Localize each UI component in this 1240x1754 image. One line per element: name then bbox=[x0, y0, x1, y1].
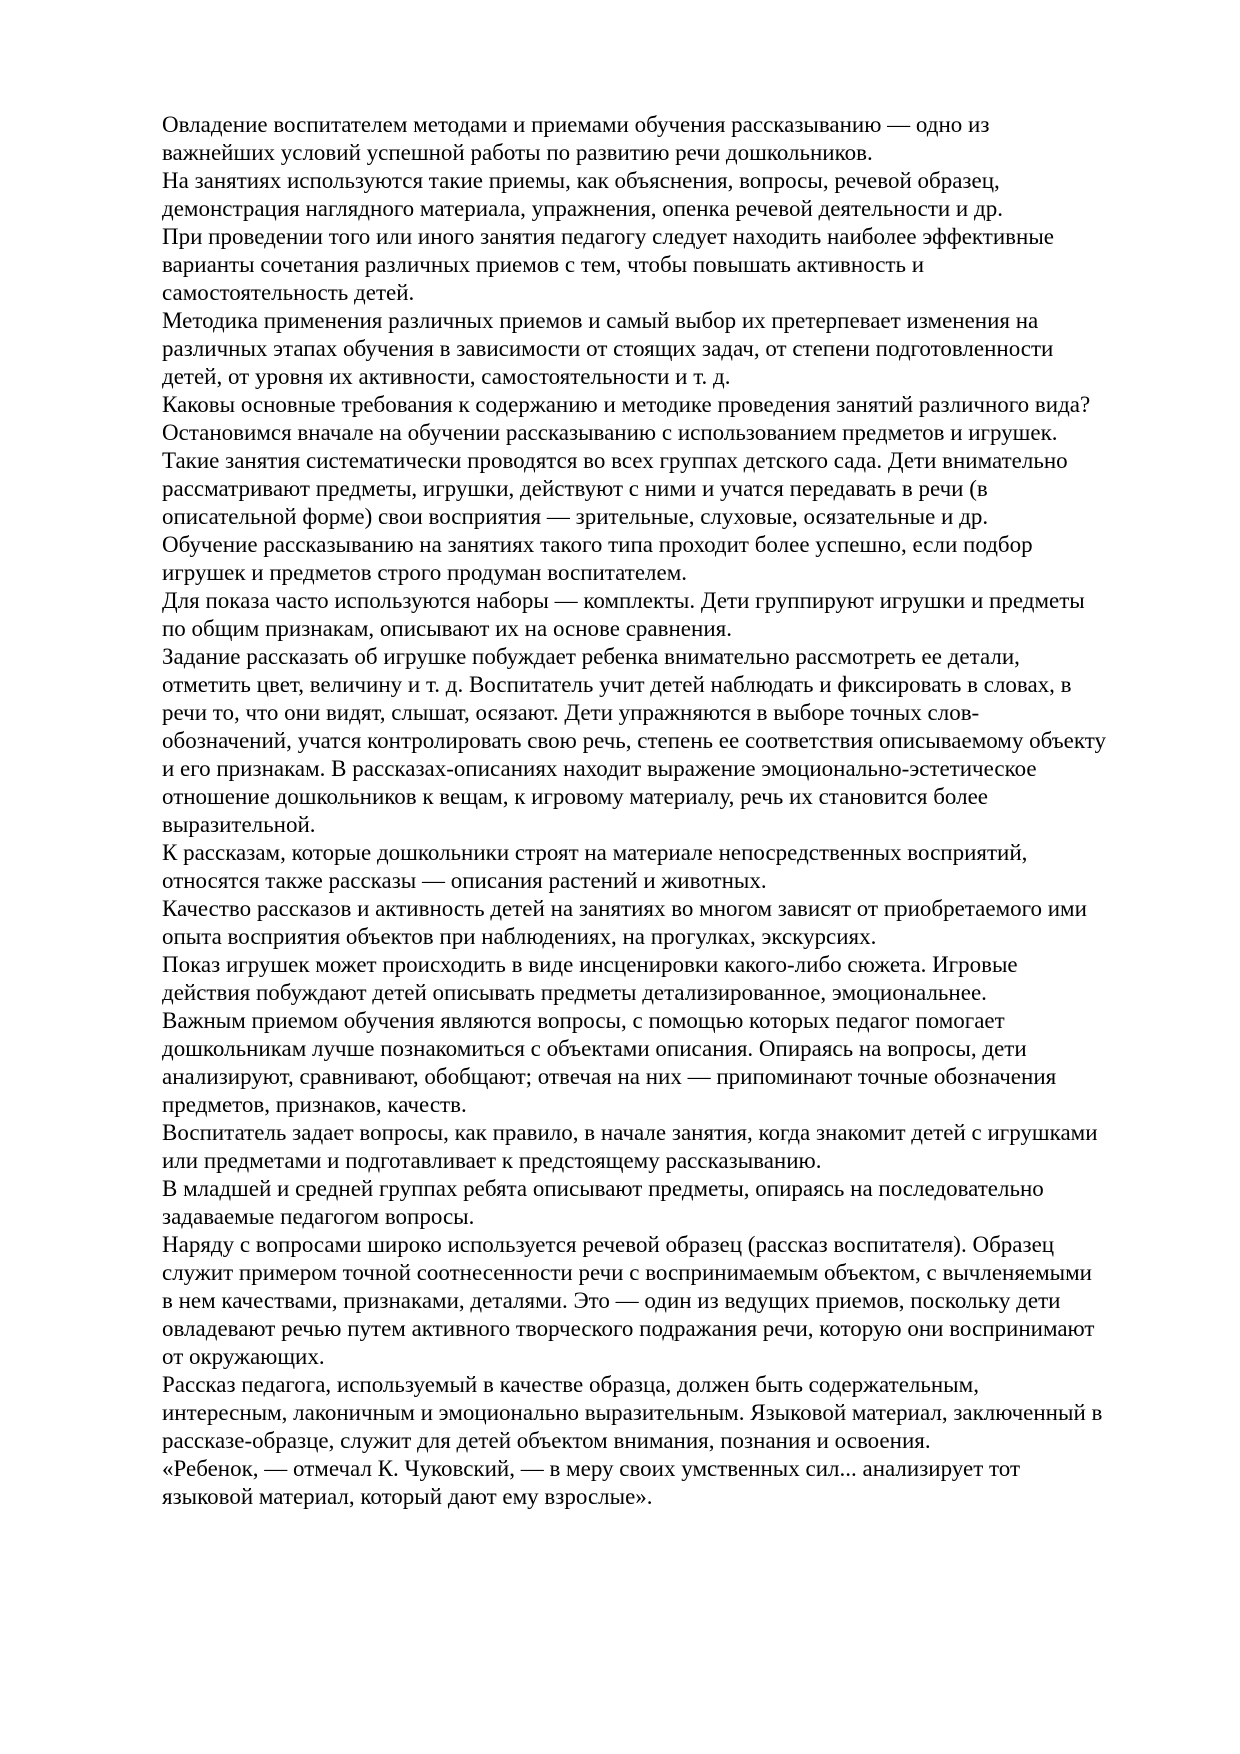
paragraph: К рассказам, которые дошкольники строят на материале непосредственных восприятий, относятся также рассказы — описания растений и животных. bbox=[162, 840, 1028, 893]
document-text bbox=[162, 111, 1107, 1511]
paragraph: Такие занятия систематически проводятся во всех группах детского сада. Дети внимательно рассматривают предметы, игрушки, действуют с ними и учатся передавать в речи (в описательной форме) свои восприятия — зрительные, слуховые, осязательные и др. bbox=[162, 448, 1068, 529]
paragraph: Рассказ педагога, используемый в качестве образца, должен быть содержательным, интересным, лаконичным и эмоционально выразительным. Языковой материал, заключенный в рассказе-образце, служит для детей объектом внимания, познания и освоения. bbox=[162, 1372, 1103, 1453]
paragraph: Задание рассказать об игрушке побуждает ребенка внимательно рассмотреть ее детали, отметить цвет, величину и т. д. Воспитатель учит детей наблюдать и фиксировать в словах, в речи то, что они видят, слышат, осязают. Дети упражняются в выборе точных слов-обозначений, учатся контролировать свою речь, степень ее соответствия описываемому объекту и его признакам. В рассказах-описаниях находит выражение эмоционально-эстетическое отношение дошкольников к вещам, к игровому материалу, речь их становится более выразительной. bbox=[162, 644, 1106, 837]
paragraph: «Ребенок, — отмечал К. Чуковский, — в меру своих умственных сил... анализирует тот языковой материал, который дают ему взрослые». bbox=[162, 1456, 1021, 1509]
paragraph: Для показа часто используются наборы — комплекты. Дети группируют игрушки и предметы по общим признакам, описывают их на основе сравнения. bbox=[162, 588, 1085, 641]
paragraph: В младшей и средней группах ребята описывают предметы, опираясь на последовательно задаваемые педагогом вопросы. bbox=[162, 1176, 1044, 1229]
paragraph: Овладение воспитателем методами и приемами обучения рассказыванию — одно из важнейших условий успешной работы по развитию речи дошкольников. bbox=[162, 112, 990, 165]
paragraph: Показ игрушек может происходить в виде инсценировки какого-либо сюжета. Игровые действия побуждают детей описывать предметы детализированное, эмоциональнее. bbox=[162, 952, 1018, 1005]
paragraph: Воспитатель задает вопросы, как правило, в начале занятия, когда знакомит детей с игрушками или предметами и подготавливает к предстоящему рассказыванию. bbox=[162, 1120, 1098, 1173]
paragraph: Обучение рассказыванию на занятиях такого типа проходит более успешно, если подбор игрушек и предметов строго продуман воспитателем. bbox=[162, 532, 1033, 585]
paragraph: Каковы основные требования к содержанию и методике проведения занятий различного вида? bbox=[162, 392, 1091, 417]
paragraph: Важным приемом обучения являются вопросы, с помощью которых педагог помогает дошкольникам лучше познакомиться с объектами описания. Опираясь на вопросы, дети анализируют, сравнивают, обобщают; отвечая на них — припоминают точные обозначения предметов, признаков, качеств. bbox=[162, 1008, 1057, 1117]
paragraph: Остановимся вначале на обучении рассказыванию с использованием предметов и игрушек. bbox=[162, 420, 1058, 445]
paragraph: Наряду с вопросами широко используется речевой образец (рассказ воспитателя). Образец служит примером точной соотнесенности речи с воспринимаемым объектом, с вычленяемыми в нем качествами, признаками, деталями. Это — один из ведущих приемов, поскольку дети овладевают речью путем активного творческого подражания речи, которую они воспринимают от окружающих. bbox=[162, 1232, 1095, 1369]
paragraph: На занятиях используются такие приемы, как объяснения, вопросы, речевой образец, демонстрация наглядного материала, упражнения, опенка речевой деятельности и др. bbox=[162, 168, 1003, 221]
paragraph: Методика применения различных приемов и самый выбор их претерпевает изменения на различных этапах обучения в зависимости от стоящих задач, от степени подготовленности детей, от уровня их активности, самостоятельности и т. д. bbox=[162, 308, 1054, 389]
paragraph: При проведении того или иного занятия педагогу следует находить наиболее эффективные варианты сочетания различных приемов с тем, чтобы повышать активность и самостоятельность детей. bbox=[162, 224, 1054, 305]
paragraph: Качество рассказов и активность детей на занятиях во многом зависят от приобретаемого ими опыта восприятия объектов при наблюдениях, на прогулках, экскурсиях. bbox=[162, 896, 1087, 949]
